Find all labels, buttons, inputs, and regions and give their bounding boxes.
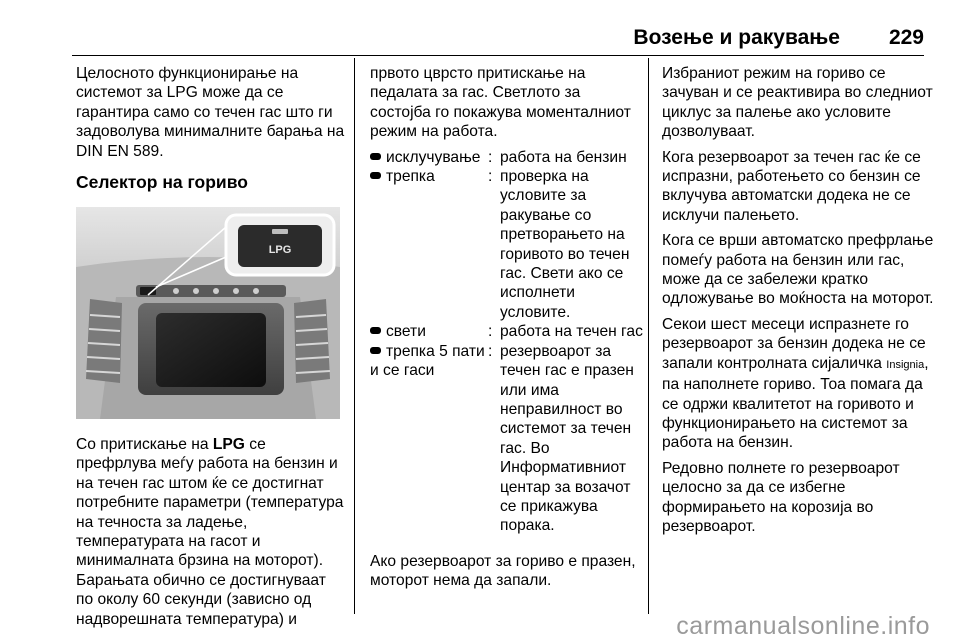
status-intro: првото цврсто притискање на педалата за гас. Светлото за состојба го покажува моменталниот режим на работа.: [370, 65, 631, 141]
paragraph-5: Редовно полнете го резервоарот целосно за да се избегне формирањето на корозија во резервоарот.: [662, 459, 900, 535]
fuel-selector-figure: [76, 207, 340, 419]
column-3: [662, 64, 934, 542]
column-divider-1: [354, 58, 355, 614]
status-light-icon: [370, 172, 381, 179]
column-divider-2: [648, 58, 649, 614]
paragraph-1: Избраниот режим на гориво се зачуван и се реактивира во следниот циклус за палење ако условите дозволуваат.: [662, 65, 933, 141]
left-air-vent: [86, 299, 122, 383]
table-row: трепка : проверка на условите за ракување со претворањето на горивото во течен гас. Свети ако се исполнети условите.: [370, 167, 644, 322]
status-light-icon: [370, 153, 381, 160]
table-row: трепка 5 пати и се гаси : резервоарот за течен гас е празен или има неправилност во системот за течен гас. Во Информативниот центар за возачот се прикажува порака.: [370, 342, 634, 535]
intro-paragraph: Целосното функционирање на системот за LPG може да се гарантира само со течен гас што ги задоволува минималните барања на DIN EN 589.: [76, 65, 345, 160]
page-number: 229: [888, 26, 924, 49]
lpg-callout-label: LPG: [268, 244, 292, 257]
status-light-icon: [370, 347, 381, 354]
table-row: свети : работа на течен гас: [370, 322, 644, 341]
lpg-bold: LPG: [212, 436, 245, 454]
lpg-paragraph: Со притискање на LPG се префрлува меѓу работа на бензин и на течен гас штом ќе се достигнат потребните параметри (температура на течноста за ладење, температурата на гасот и минималната брзина на моторот). Барањата обично се достигнуваат по околу 60 секунди (зависно од надворешната температура) и: [76, 436, 344, 628]
watermark: carmanualsonline.info: [676, 612, 930, 640]
infotainment-screen: [156, 313, 266, 387]
paragraph-4: Секои шест месеци испразнете го резервоарот за бензин додека не се запали контролната сијаличка Insignia, па наполнете гориво. Тоа помага да се одржи квалитетот на горивото и функционирањето на системот за работа на бензин.: [662, 315, 929, 452]
status-light-icon: [370, 327, 381, 334]
status-light-table: [370, 148, 644, 536]
brand-name: Insignia: [886, 358, 925, 371]
empty-tank-note: Ако резервоарот за гориво е празен, моторот нема да запали.: [370, 552, 636, 590]
chapter-title: Возење и ракување: [633, 26, 840, 49]
section-heading: Селектор на гориво: [76, 172, 248, 193]
paragraph-2: Кога резервоарот за течен гас ќе се испразни, работењето со бензин се вклучува автоматски додека не се исклучи палењето.: [662, 148, 921, 224]
table-row: исклучување : работа на бензин: [370, 148, 644, 167]
dashboard-illustration: [76, 207, 340, 419]
page-header: [0, 0, 960, 56]
column-1: [76, 64, 346, 635]
right-air-vent: [294, 299, 330, 383]
header-rule: [72, 55, 924, 56]
paragraph-3: Кога се врши автоматско префрлање помеѓу работа на бензин или гас, може да се забележи кратко одложување во моќноста на моторот.: [662, 232, 934, 308]
lpg-callout: [226, 215, 334, 275]
column-2: [370, 64, 642, 597]
